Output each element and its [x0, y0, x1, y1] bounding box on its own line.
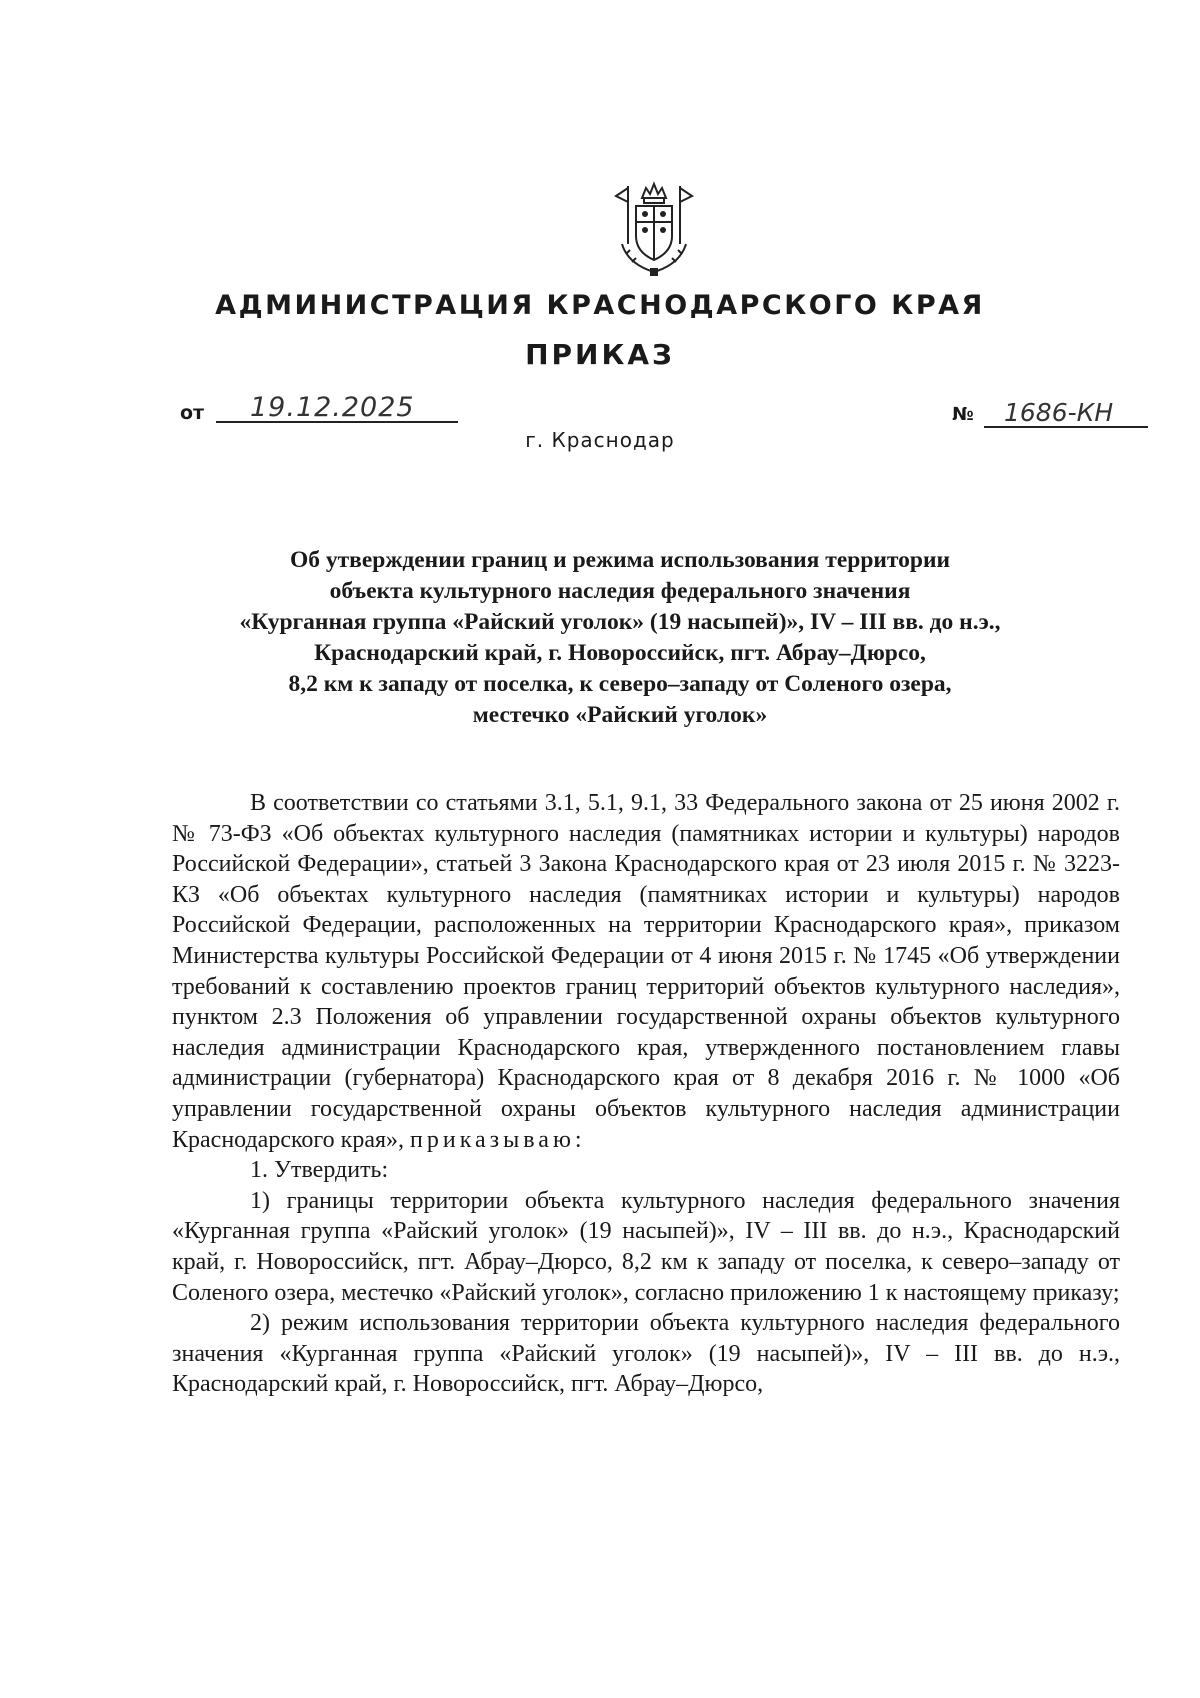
- date-prefix: от: [180, 402, 205, 424]
- item-1-1: 1) границы территории объекта культурного наследия федерального значения «Курганная группа «Райский уголок» (19 насыпей)», IV – III вв. до н.э., Краснодарский край, г. Новороссийск, пгт. Абрау–Дюрсо, 8,2 км к западу от поселка, к северо–западу от Соленого озера, местечко «Райский уголок», согласно приложению 1 к настоящему приказу;: [172, 1187, 1120, 1306]
- organization-name: АДМИНИСТРАЦИЯ КРАСНОДАРСКОГО КРАЯ: [215, 290, 985, 321]
- title-line: Краснодарский край, г. Новороссийск, пгт. Абрау–Дюрсо,: [314, 640, 926, 666]
- document-date: 19.12.2025: [250, 392, 415, 423]
- title-line: Об утверждении границ и режима использования территории: [289, 547, 951, 573]
- coat-of-arms-icon: [608, 180, 700, 280]
- preamble-paragraph: [172, 788, 1120, 1155]
- title-line: 8,2 км к западу от поселка, к северо–западу от Соленого озера,: [288, 671, 952, 697]
- document-type: ПРИКАЗ: [525, 338, 675, 371]
- item-1-2: 2) режим использования территории объекта культурного наследия федерального значения «Курганная группа «Райский уголок» (19 насыпей)», IV – III вв. до н.э., Краснодарский край, г. Новороссийск, пгт. Абрау–Дюрсо,: [172, 1310, 1120, 1398]
- preamble-text: В соответствии со статьями 3.1, 5.1, 9.1, 33 Федерального закона от 25 июня 2002 г. № 73-ФЗ «Об объектах культурного наследия (памятниках истории и культуры) народов Российской Федерации», статьей 3 Закона Краснодарского края от 23 июля 2015 г. № 3223-КЗ «Об объектах культурного наследия (памятниках истории и культуры) народов Российской Федерации, расположенных на территории Краснодарского края», приказом Министерства культуры Российской Федерации от 4 июня 2015 г. № 1745 «Об утверждении требований к составлению проектов границ территорий объектов культурного наследия», пунктом 2.3 Положения об управлении государственной охраны объектов культурного наследия администрации Краснодарского края, утвержденного постановлением главы администрации (губернатора) Краснодарского края от 8 декабря 2016 г. № 1000 «Об управлении государственной охраны объектов культурного наследия администрации Краснодарского края»,: [172, 790, 1120, 1153]
- document-body: [172, 788, 1120, 1400]
- document-title: [160, 545, 1080, 731]
- title-line: «Курганная группа «Райский уголок» (19 насыпей)», IV – III вв. до н.э.,: [239, 609, 1001, 635]
- order-word: приказываю:: [410, 1126, 586, 1153]
- document-number: 1686-КН: [1004, 398, 1114, 427]
- item-1: 1. Утвердить:: [250, 1157, 389, 1184]
- title-line: объекта культурного наследия федерального значения: [329, 578, 911, 604]
- city-name: г. Краснодар: [525, 428, 675, 452]
- title-line: местечко «Райский уголок»: [472, 702, 768, 728]
- number-prefix: №: [952, 404, 974, 425]
